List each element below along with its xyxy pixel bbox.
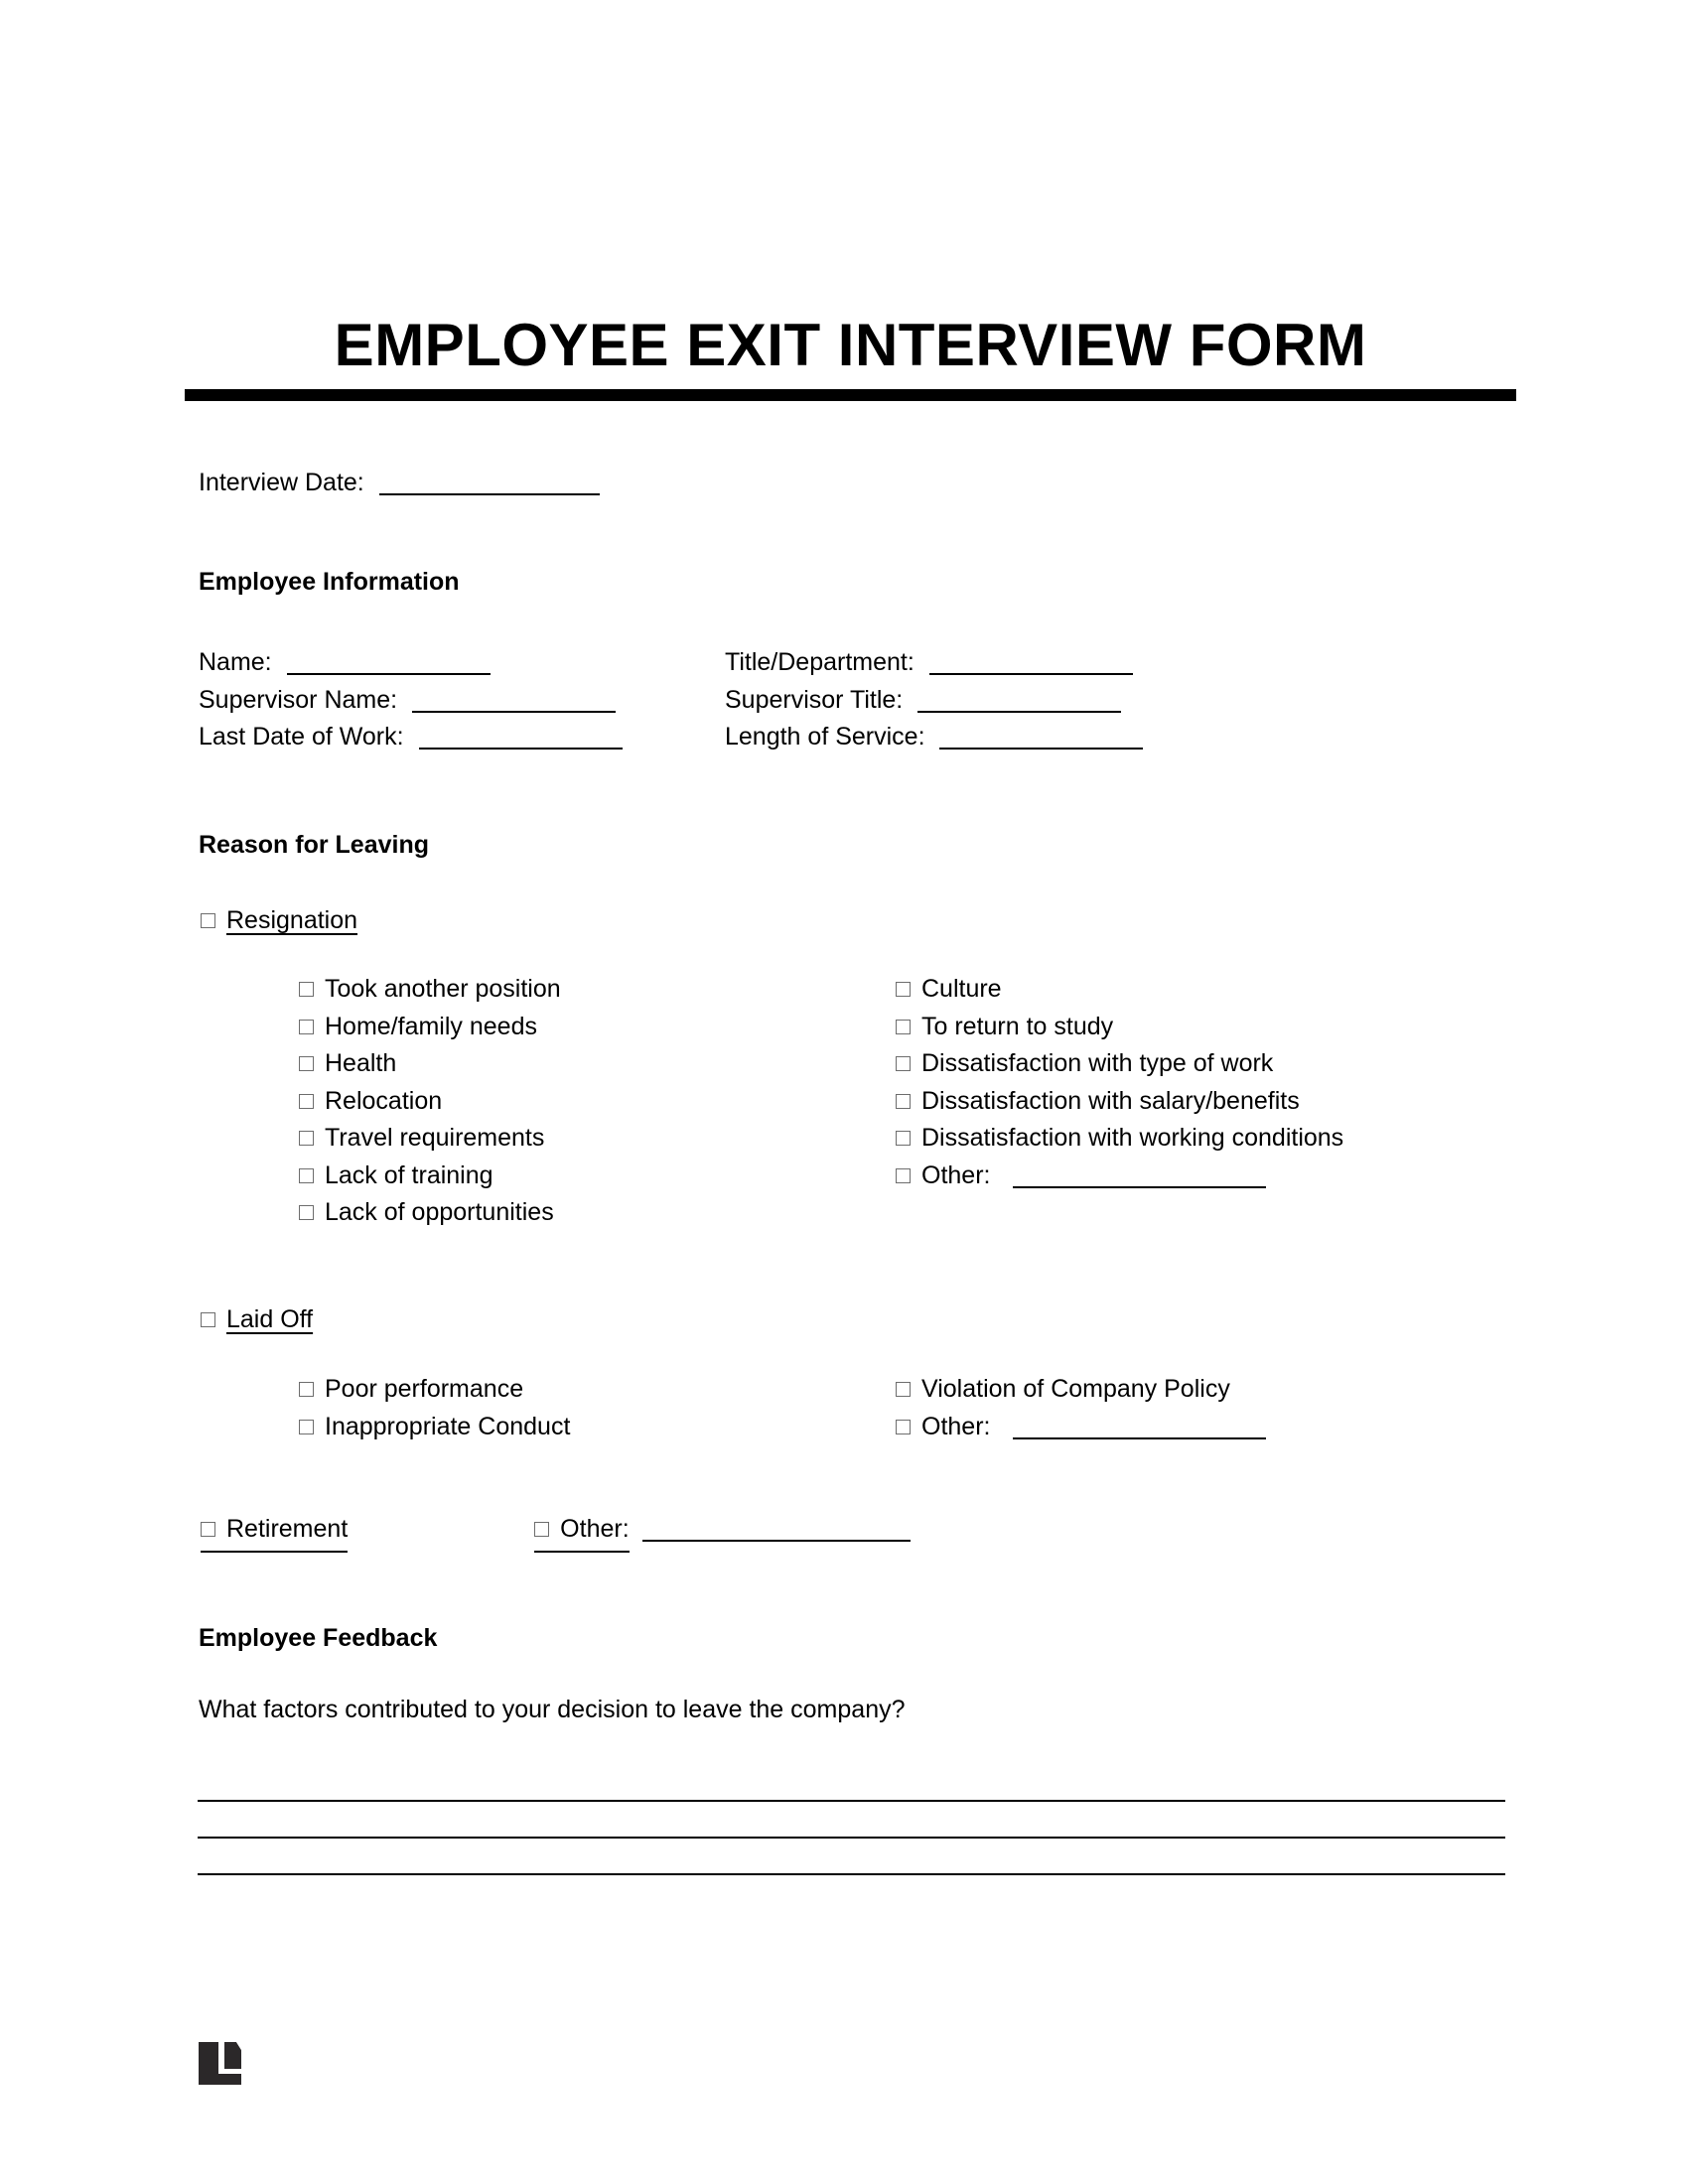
option-label: Poor performance	[325, 1375, 524, 1403]
option-row	[299, 1009, 561, 1046]
option-row	[299, 1045, 561, 1083]
option-label: Health	[325, 1049, 397, 1077]
retirement-option	[201, 1511, 348, 1553]
supervisor-title-label: Supervisor Title:	[725, 685, 904, 714]
return-to-study-checkbox[interactable]	[896, 1020, 911, 1034]
feedback-answer-line-2[interactable]	[198, 1837, 1505, 1839]
length-of-service-label: Length of Service:	[725, 723, 925, 751]
laid-off-other-label: Other:	[921, 1412, 991, 1440]
laid-off-other-input-line[interactable]	[1013, 1436, 1266, 1439]
reason-for-leaving-heading: Reason for Leaving	[199, 831, 429, 859]
option-label: Dissatisfaction with working conditions	[921, 1124, 1344, 1152]
option-row	[299, 1083, 561, 1121]
other-reason-input-line[interactable]	[642, 1539, 911, 1542]
option-row	[299, 1158, 561, 1195]
option-label: Relocation	[325, 1086, 443, 1115]
lack-of-training-checkbox[interactable]	[299, 1168, 314, 1183]
resignation-other-checkbox[interactable]	[896, 1168, 911, 1183]
feedback-question: What factors contributed to your decision to leave the company?	[199, 1696, 906, 1723]
option-label: To return to study	[921, 1012, 1114, 1040]
culture-checkbox[interactable]	[896, 982, 911, 997]
poor-performance-checkbox[interactable]	[299, 1382, 314, 1397]
feedback-answer-line-1[interactable]	[198, 1800, 1505, 1802]
laid-off-label: Laid Off	[226, 1305, 314, 1333]
resignation-other-row	[896, 1158, 1343, 1195]
option-row	[299, 1120, 561, 1158]
option-label: Inappropriate Conduct	[325, 1412, 571, 1440]
option-row	[896, 1371, 1266, 1409]
option-row	[299, 971, 561, 1009]
option-row	[896, 1045, 1343, 1083]
last-date-of-work-field-row	[199, 719, 623, 756]
interview-date-label: Interview Date:	[199, 469, 364, 496]
option-row	[299, 1409, 570, 1446]
supervisor-name-label: Supervisor Name:	[199, 685, 398, 714]
logo-folded-page-icon	[224, 2042, 241, 2069]
resignation-other-label: Other:	[921, 1160, 991, 1189]
last-date-of-work-input-line[interactable]	[419, 747, 623, 750]
other-reason-label: Other:	[560, 1515, 630, 1543]
title-department-field-row	[725, 644, 1143, 682]
other-reason-checkbox[interactable]	[534, 1522, 549, 1537]
retirement-label: Retirement	[226, 1515, 349, 1543]
resignation-options-left-column	[299, 971, 561, 1232]
option-label: Took another position	[325, 975, 561, 1003]
lack-of-opportunities-checkbox[interactable]	[299, 1205, 314, 1220]
interview-date-row	[199, 465, 600, 502]
dissatisfaction-type-of-work-checkbox[interactable]	[896, 1056, 911, 1071]
option-row	[896, 1120, 1343, 1158]
option-label: Lack of opportunities	[325, 1198, 554, 1226]
option-label: Travel requirements	[325, 1124, 545, 1152]
other-option	[534, 1511, 629, 1553]
option-label: Home/family needs	[325, 1012, 537, 1040]
laid-off-options-right-column	[896, 1371, 1266, 1445]
supervisor-title-field-row	[725, 682, 1143, 720]
option-row	[896, 1009, 1343, 1046]
name-label: Name:	[199, 648, 272, 676]
inappropriate-conduct-checkbox[interactable]	[299, 1420, 314, 1434]
travel-requirements-checkbox[interactable]	[299, 1131, 314, 1146]
laid-off-checkbox[interactable]	[201, 1312, 215, 1327]
brand-logo	[199, 2042, 241, 2085]
supervisor-name-input-line[interactable]	[412, 710, 616, 713]
resignation-label: Resignation	[226, 906, 358, 934]
name-field-row	[199, 644, 623, 682]
title-department-input-line[interactable]	[929, 672, 1133, 675]
laid-off-other-row	[896, 1409, 1266, 1446]
took-another-position-checkbox[interactable]	[299, 982, 314, 997]
option-label: Lack of training	[325, 1160, 493, 1189]
option-row	[299, 1371, 570, 1409]
laid-off-options-left-column	[299, 1371, 570, 1445]
resignation-checkbox[interactable]	[201, 913, 215, 928]
option-label: Culture	[921, 975, 1002, 1003]
health-checkbox[interactable]	[299, 1056, 314, 1071]
employee-information-heading: Employee Information	[199, 568, 460, 596]
option-label: Dissatisfaction with type of work	[921, 1049, 1274, 1077]
home-family-needs-checkbox[interactable]	[299, 1020, 314, 1034]
option-row	[896, 1083, 1343, 1121]
retirement-checkbox[interactable]	[201, 1522, 215, 1537]
supervisor-title-input-line[interactable]	[917, 710, 1121, 713]
dissatisfaction-working-conditions-checkbox[interactable]	[896, 1131, 911, 1146]
resignation-option-row	[201, 902, 357, 940]
name-input-line[interactable]	[287, 672, 491, 675]
feedback-answer-line-3[interactable]	[198, 1873, 1505, 1875]
resignation-other-input-line[interactable]	[1013, 1185, 1266, 1188]
laid-off-option-row	[201, 1301, 313, 1339]
employee-info-left-column	[199, 644, 623, 756]
interview-date-input-line[interactable]	[379, 492, 600, 495]
length-of-service-input-line[interactable]	[939, 747, 1143, 750]
employee-feedback-heading: Employee Feedback	[199, 1624, 438, 1652]
title-department-label: Title/Department:	[725, 648, 914, 676]
dissatisfaction-salary-benefits-checkbox[interactable]	[896, 1094, 911, 1109]
logo-bottom-bar	[199, 2074, 241, 2085]
length-of-service-field-row	[725, 719, 1143, 756]
title-divider-rule	[185, 389, 1516, 401]
supervisor-name-field-row	[199, 682, 623, 720]
laid-off-other-checkbox[interactable]	[896, 1420, 911, 1434]
last-date-of-work-label: Last Date of Work:	[199, 723, 404, 751]
page-title: EMPLOYEE EXIT INTERVIEW FORM	[334, 312, 1367, 378]
violation-company-policy-checkbox[interactable]	[896, 1382, 911, 1397]
option-label: Violation of Company Policy	[921, 1375, 1230, 1403]
option-row	[299, 1194, 561, 1232]
option-row	[896, 971, 1343, 1009]
resignation-options-right-column	[896, 971, 1343, 1194]
option-label: Dissatisfaction with salary/benefits	[921, 1086, 1300, 1115]
relocation-checkbox[interactable]	[299, 1094, 314, 1109]
retirement-other-row	[201, 1511, 911, 1553]
employee-info-right-column	[725, 644, 1143, 756]
